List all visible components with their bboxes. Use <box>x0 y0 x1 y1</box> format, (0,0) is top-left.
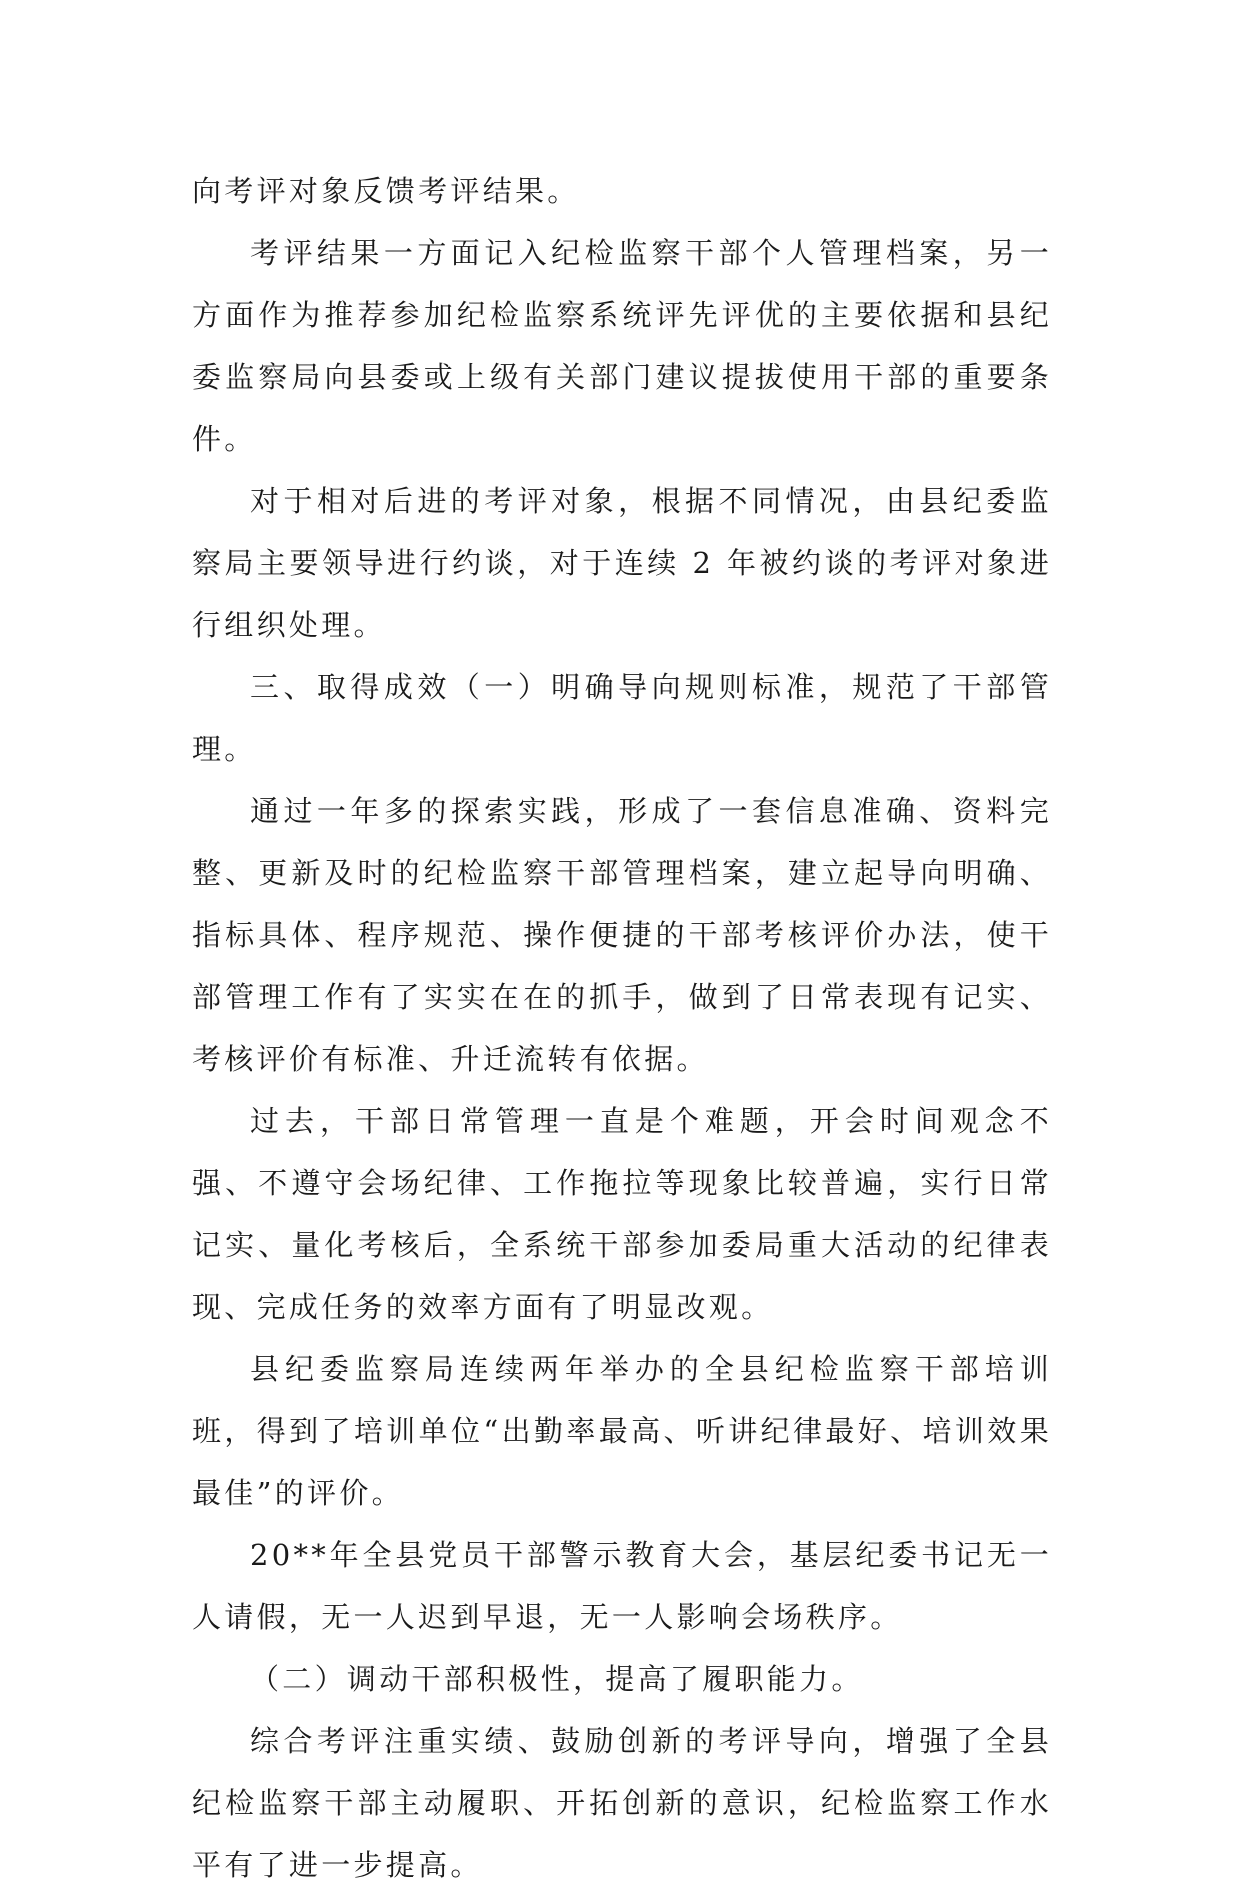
paragraph-5: 通过一年多的探索实践，形成了一套信息准确、资料完整、更新及时的纪检监察干部管理档案，建立起导向明确、指标具体、程序规范、操作便捷的干部考核评价办法，使干部管理工作有了实实在在的抓手，做到了日常表现有记实、考核评价有标准、升迁流转有依据。 <box>192 794 1052 1076</box>
document-body <box>192 160 1052 1896</box>
paragraph-1: 向考评对象反馈考评结果。 <box>192 174 580 208</box>
subsection-heading-2: （二）调动干部积极性，提高了履职能力。 <box>250 1662 864 1696</box>
paragraph-10: 综合考评注重实绩、鼓励创新的考评导向，增强了全县纪检监察干部主动履职、开拓创新的意识，纪检监察工作水平有了进一步提高。 <box>192 1724 1052 1882</box>
paragraph-2: 考评结果一方面记入纪检监察干部个人管理档案，另一方面作为推荐参加纪检监察系统评先评优的主要依据和县纪委监察局向县委或上级有关部门建议提拔使用干部的重要条件。 <box>192 236 1052 456</box>
paragraph-6: 过去，干部日常管理一直是个难题，开会时间观念不强、不遵守会场纪律、工作拖拉等现象比较普遍，实行日常记实、量化考核后，全系统干部参加委局重大活动的纪律表现、完成任务的效率方面有了明显改观。 <box>192 1104 1052 1324</box>
paragraph-7: 县纪委监察局连续两年举办的全县纪检监察干部培训班，得到了培训单位“出勤率最高、听讲纪律最好、培训效果最佳”的评价。 <box>192 1352 1052 1510</box>
section-heading-3: 三、取得成效（一）明确导向规则标准，规范了干部管理。 <box>192 670 1052 766</box>
paragraph-3: 对于相对后进的考评对象，根据不同情况，由县纪委监察局主要领导进行约谈，对于连续 2 年被约谈的考评对象进行组织处理。 <box>192 484 1052 642</box>
paragraph-8: 20**年全县党员干部警示教育大会，基层纪委书记无一人请假，无一人迟到早退，无一人影响会场秩序。 <box>192 1538 1052 1634</box>
